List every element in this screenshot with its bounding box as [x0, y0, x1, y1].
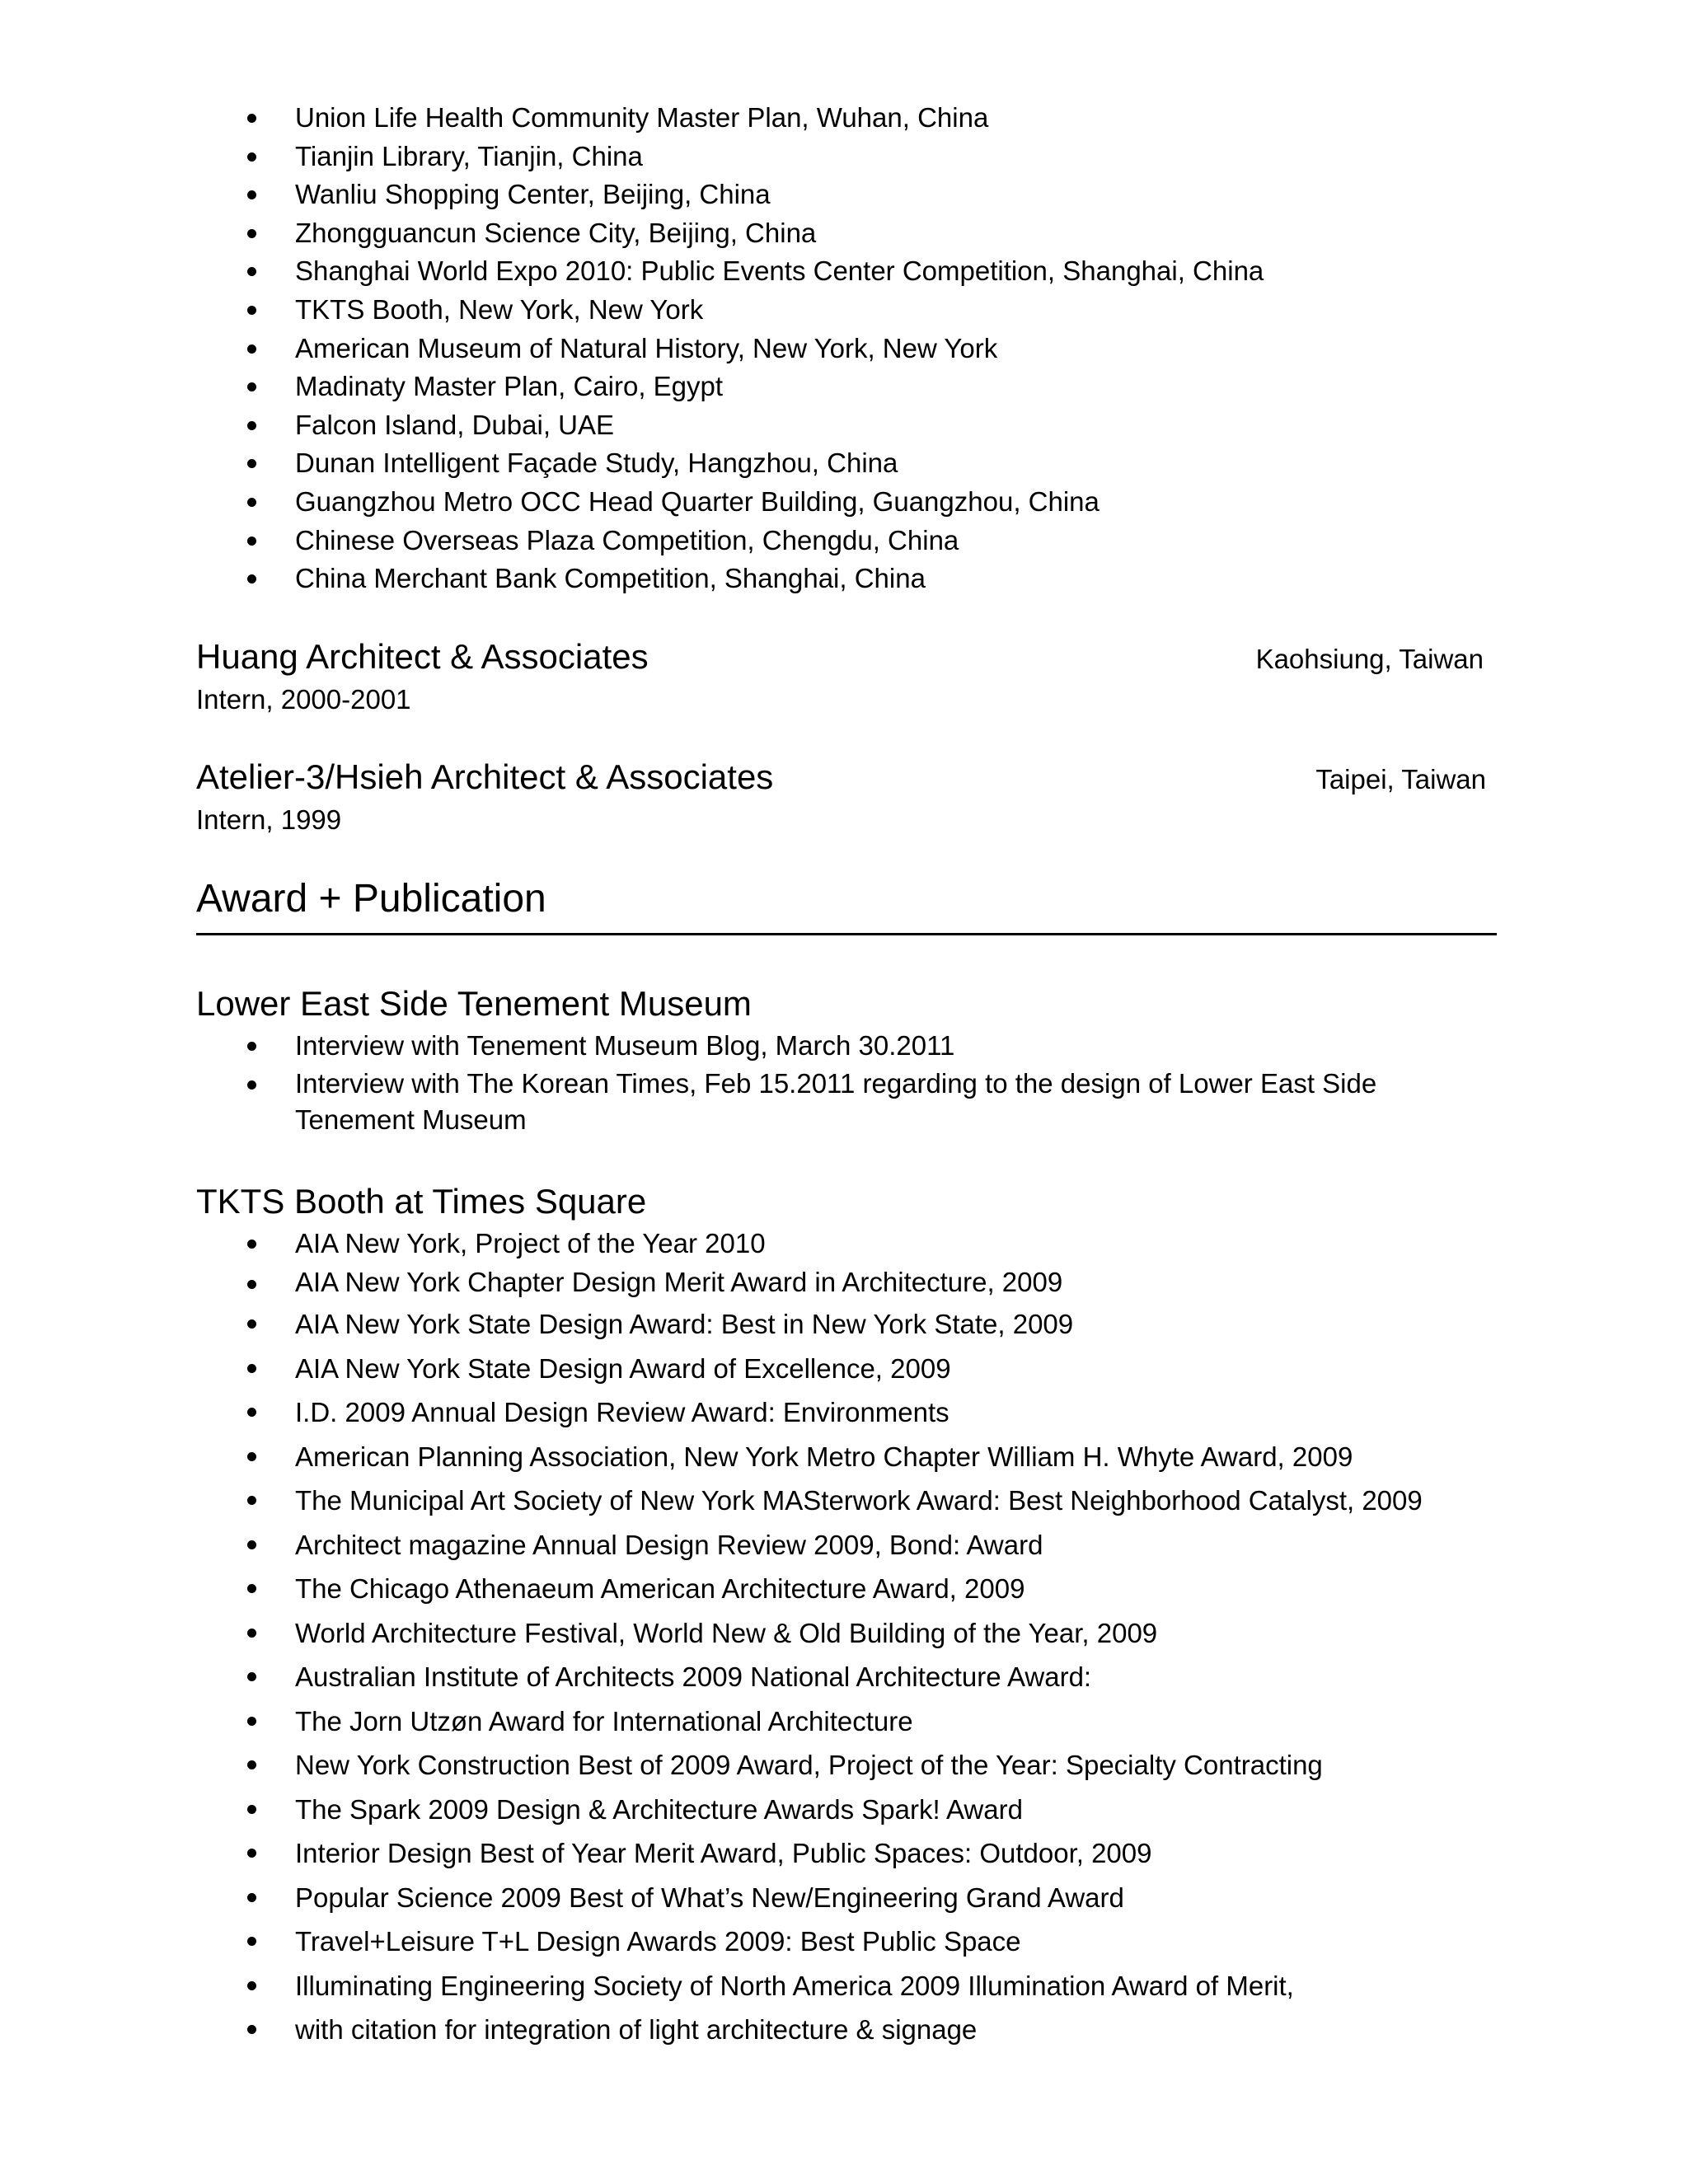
list-item: American Museum of Natural History, New York, New York — [196, 330, 1507, 368]
list-item: AIA New York, Project of the Year 2010 — [196, 1225, 1507, 1263]
list-item: Interior Design Best of Year Merit Award, Public Spaces: Outdoor, 2009 — [196, 1831, 1507, 1876]
list-item: Chinese Overseas Plaza Competition, Chengdu, China — [196, 522, 1507, 560]
list-item: Tianjin Library, Tianjin, China — [196, 138, 1507, 176]
list-item: The Spark 2009 Design & Architecture Awards Spark! Award — [196, 1788, 1507, 1832]
job-atelier — [196, 755, 1486, 838]
list-item: Madinaty Master Plan, Cairo, Egypt — [196, 368, 1507, 406]
list-item: The Chicago Athenaeum American Architecture Award, 2009 — [196, 1567, 1507, 1611]
job-role: Intern, 2000-2001 — [196, 684, 411, 715]
list-item: Union Life Health Community Master Plan, Wuhan, China — [196, 99, 1507, 138]
job-location: Taipei, Taiwan — [1315, 764, 1486, 794]
list-item: AIA New York State Design Award: Best in New York State, 2009 — [196, 1302, 1507, 1347]
tenement-heading: Lower East Side Tenement Museum — [196, 984, 752, 1023]
list-item: New York Construction Best of 2009 Award, Project of the Year: Specialty Contracting — [196, 1743, 1507, 1788]
tkts-heading: TKTS Booth at Times Square — [196, 1182, 647, 1221]
list-item: Australian Institute of Architects 2009 National Architecture Award: — [196, 1655, 1507, 1699]
list-item: Shanghai World Expo 2010: Public Events Center Competition, Shanghai, China — [196, 252, 1507, 291]
list-item: Popular Science 2009 Best of What’s New/Engineering Grand Award — [196, 1876, 1507, 1920]
list-item: with citation for integration of light architecture & signage — [196, 2008, 1507, 2052]
list-item: Falcon Island, Dubai, UAE — [196, 406, 1507, 445]
job-location: Kaohsiung, Taiwan — [1255, 644, 1484, 674]
section-title: Award + Publication — [196, 872, 1497, 935]
list-item: American Planning Association, New York Metro Chapter William H. Whyte Award, 2009 — [196, 1435, 1507, 1479]
list-item: China Merchant Bank Competition, Shanghai, China — [196, 560, 1507, 598]
job-role: Intern, 1999 — [196, 804, 342, 835]
job-firm: Huang Architect & Associates — [196, 637, 649, 676]
list-item: Architect magazine Annual Design Review 2009, Bond: Award — [196, 1523, 1507, 1568]
tkts-awards-list — [196, 1225, 1507, 2052]
job-huang — [196, 635, 1484, 718]
list-item: Interview with Tenement Museum Blog, March 30.2011 — [196, 1027, 1507, 1066]
list-item: World Architecture Festival, World New & Old Building of the Year, 2009 — [196, 1611, 1507, 1656]
list-item: Zhongguancun Science City, Beijing, China — [196, 214, 1507, 253]
list-item: The Municipal Art Society of New York MASterwork Award: Best Neighborhood Catalyst, 2009 — [196, 1479, 1507, 1523]
list-item: I.D. 2009 Annual Design Review Award: Environments — [196, 1390, 1507, 1435]
projects-list — [196, 99, 1507, 598]
list-item: Wanliu Shopping Center, Beijing, China — [196, 176, 1507, 214]
list-item: AIA New York State Design Award of Excellence, 2009 — [196, 1347, 1507, 1391]
list-item: Illuminating Engineering Society of North America 2009 Illumination Award of Merit, — [196, 1964, 1507, 2008]
list-item: TKTS Booth, New York, New York — [196, 291, 1507, 330]
list-item: Dunan Intelligent Façade Study, Hangzhou, China — [196, 444, 1507, 483]
list-item: Interview with The Korean Times, Feb 15.2011 regarding to the design of Lower East Side Tenement Museum — [196, 1066, 1507, 1138]
list-item: Travel+Leisure T+L Design Awards 2009: Best Public Space — [196, 1919, 1507, 1964]
tenement-list — [196, 1027, 1507, 1138]
list-item: The Jorn Utzøn Award for International Architecture — [196, 1699, 1507, 1744]
list-item: AIA New York Chapter Design Merit Award in Architecture, 2009 — [196, 1263, 1507, 1302]
job-firm: Atelier-3/Hsieh Architect & Associates — [196, 757, 774, 796]
list-item: Guangzhou Metro OCC Head Quarter Building, Guangzhou, China — [196, 483, 1507, 522]
